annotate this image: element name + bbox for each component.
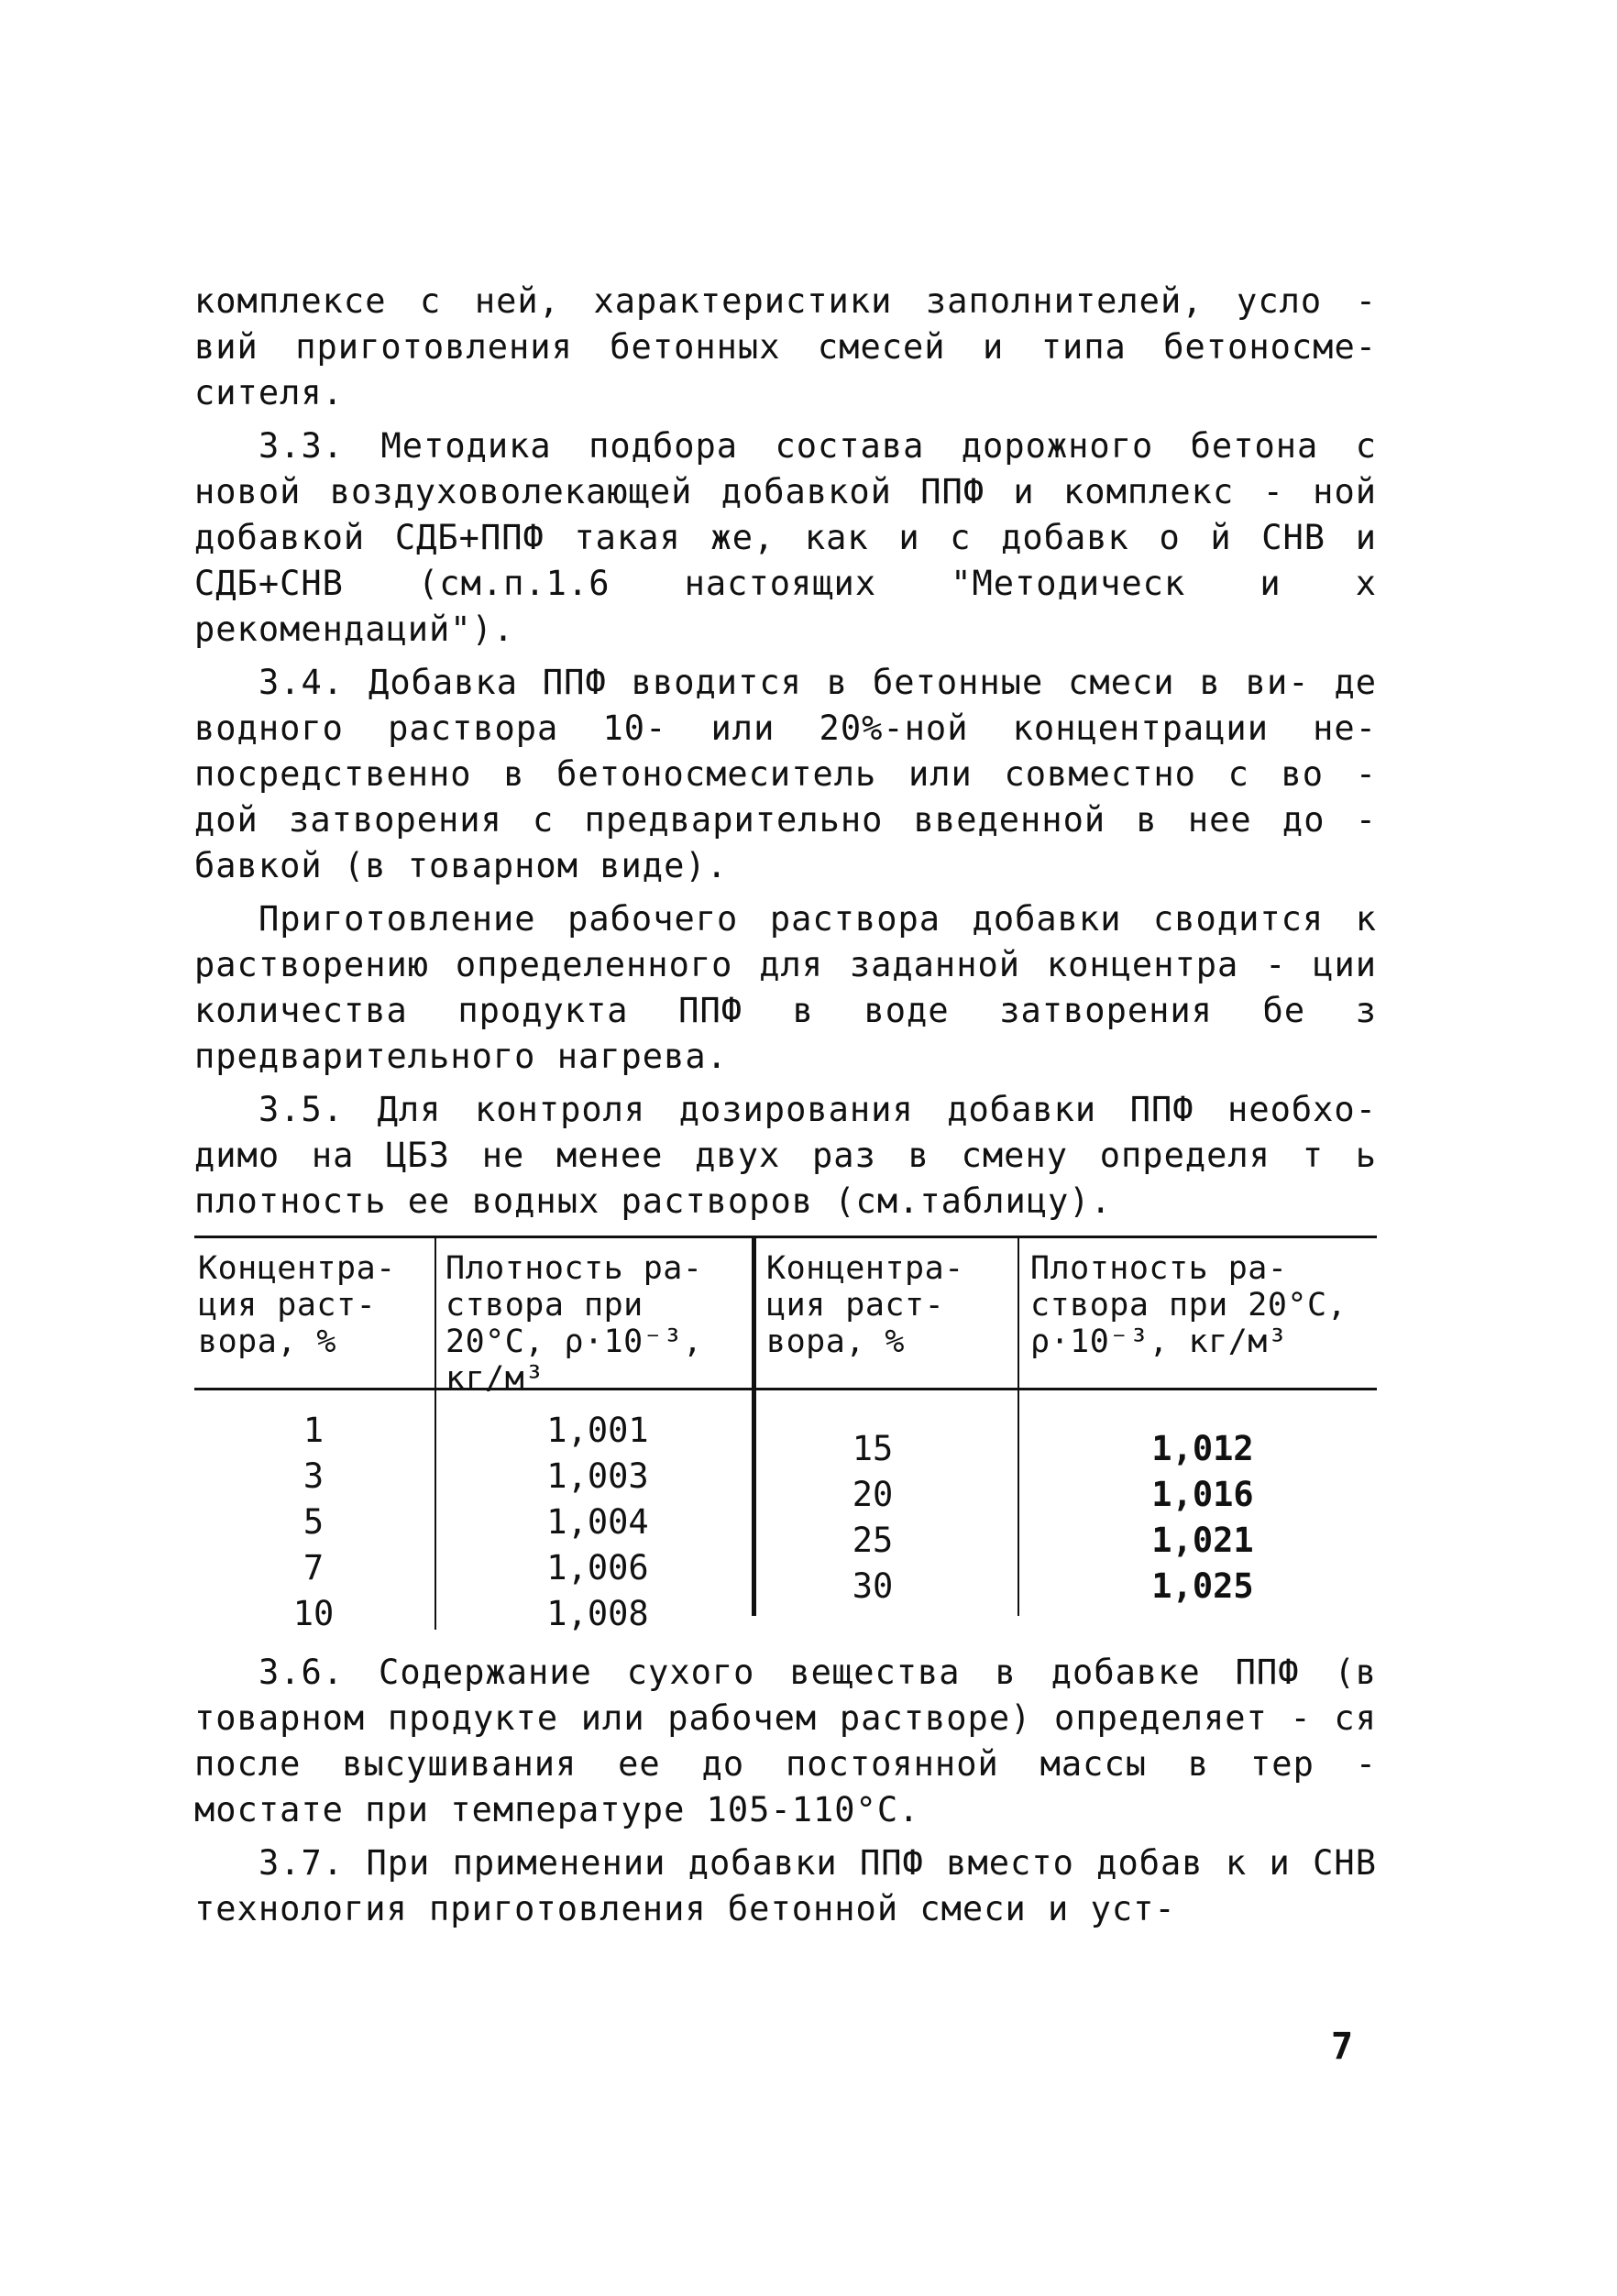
col-density-1 — [506, 1408, 689, 1637]
col-concentration-1 — [249, 1408, 378, 1637]
header-concentration-1: Концентра- ция раст- вора, % — [198, 1250, 396, 1360]
table-cell: 30 — [852, 1566, 894, 1606]
col-density-2 — [1111, 1426, 1294, 1609]
table-cell: 1,004 — [546, 1502, 649, 1542]
table-cell: 1,025 — [1151, 1566, 1254, 1606]
table-divider-2 — [752, 1236, 756, 1616]
table-cell: 1 — [302, 1411, 324, 1450]
header-density-2: Плотность ра- створа при 20°С, ρ·10⁻³, кг/м³ — [1030, 1250, 1348, 1360]
table-cell: 1,003 — [546, 1456, 649, 1496]
paragraph-3-5: 3.5. Для контроля дозирования добавки ППФ необхо- димо на ЦБЗ не менее двух раз в смену определя т ь плотность ее водных растворов (см.таблицу). — [194, 1090, 1377, 1221]
table-cell: 5 — [302, 1502, 324, 1542]
table-divider-3 — [1018, 1236, 1019, 1616]
table-cell: 20 — [852, 1475, 894, 1514]
table-cell: 7 — [302, 1548, 324, 1587]
paragraph-3-4: 3.4. Добавка ППФ вводится в бетонные смеси в ви- де водного раствора 10- или 20%-ной концентрации не- посредственно в бетоносмеситель или совместно с во - дой затворения с предварительно введенной в нее до - бавкой (в товарном виде). — [194, 663, 1377, 885]
header-concentration-2: Концентра- ция раст- вора, % — [766, 1250, 964, 1360]
paragraph-3-7: 3.7. При применении добавки ППФ вместо добав к и СНВ технология приготовления бетонной смеси и уст- — [194, 1843, 1377, 1928]
table-cell: 1,008 — [546, 1594, 649, 1633]
table-header-rule — [194, 1388, 1377, 1390]
table-cell: 3 — [302, 1456, 324, 1496]
paragraph-3-3: 3.3. Методика подбора состава дорожного бетона с новой воздуховолекающей добавкой ППФ и комплекс - ной добавкой СДБ+ППФ такая же, как и с добавк о й СНВ и СДБ+СНВ (см.п.1.6 настоящих "Методическ и х рекомендаций"). — [194, 426, 1377, 649]
paragraph-continuation: комплексе с ней, характеристики заполнителей, усло - вий приготовления бетонных смесей и типа бетоносме- сителя. — [194, 281, 1377, 412]
paragraph-3-6: 3.6. Содержание сухого вещества в добавке ППФ (в товарном продукте или рабочем растворе) определяет - ся после высушивания ее до постоянной массы в тер - мостате при температуре 105-110°С. — [194, 1653, 1377, 1829]
table-cell: 1,016 — [1151, 1475, 1254, 1514]
table-divider-1 — [434, 1236, 436, 1630]
table-cell: 15 — [852, 1429, 894, 1468]
table-cell: 1,012 — [1151, 1429, 1254, 1468]
col-concentration-2 — [808, 1426, 937, 1609]
body-text-bottom — [194, 1650, 1377, 1932]
paragraph-solution-prep: Приготовление рабочего раствора добавки сводится к растворению определенного для заданной концентра - ции количества продукта ППФ в воде затворения бе з предварительного нагрева. — [194, 899, 1377, 1076]
header-density-1: Плотность ра- створа при 20°С, ρ·10⁻³, кг/м³ — [446, 1250, 703, 1397]
table-top-rule — [194, 1236, 1377, 1238]
page-number: 7 — [1331, 2026, 1354, 2068]
table-cell: 1,001 — [546, 1411, 649, 1450]
body-text-top — [194, 279, 1377, 1225]
table-cell: 1,021 — [1151, 1521, 1254, 1560]
table-cell: 25 — [852, 1521, 894, 1560]
density-table — [194, 1236, 1377, 1633]
table-cell: 1,006 — [546, 1548, 649, 1587]
table-cell: 10 — [292, 1594, 335, 1633]
